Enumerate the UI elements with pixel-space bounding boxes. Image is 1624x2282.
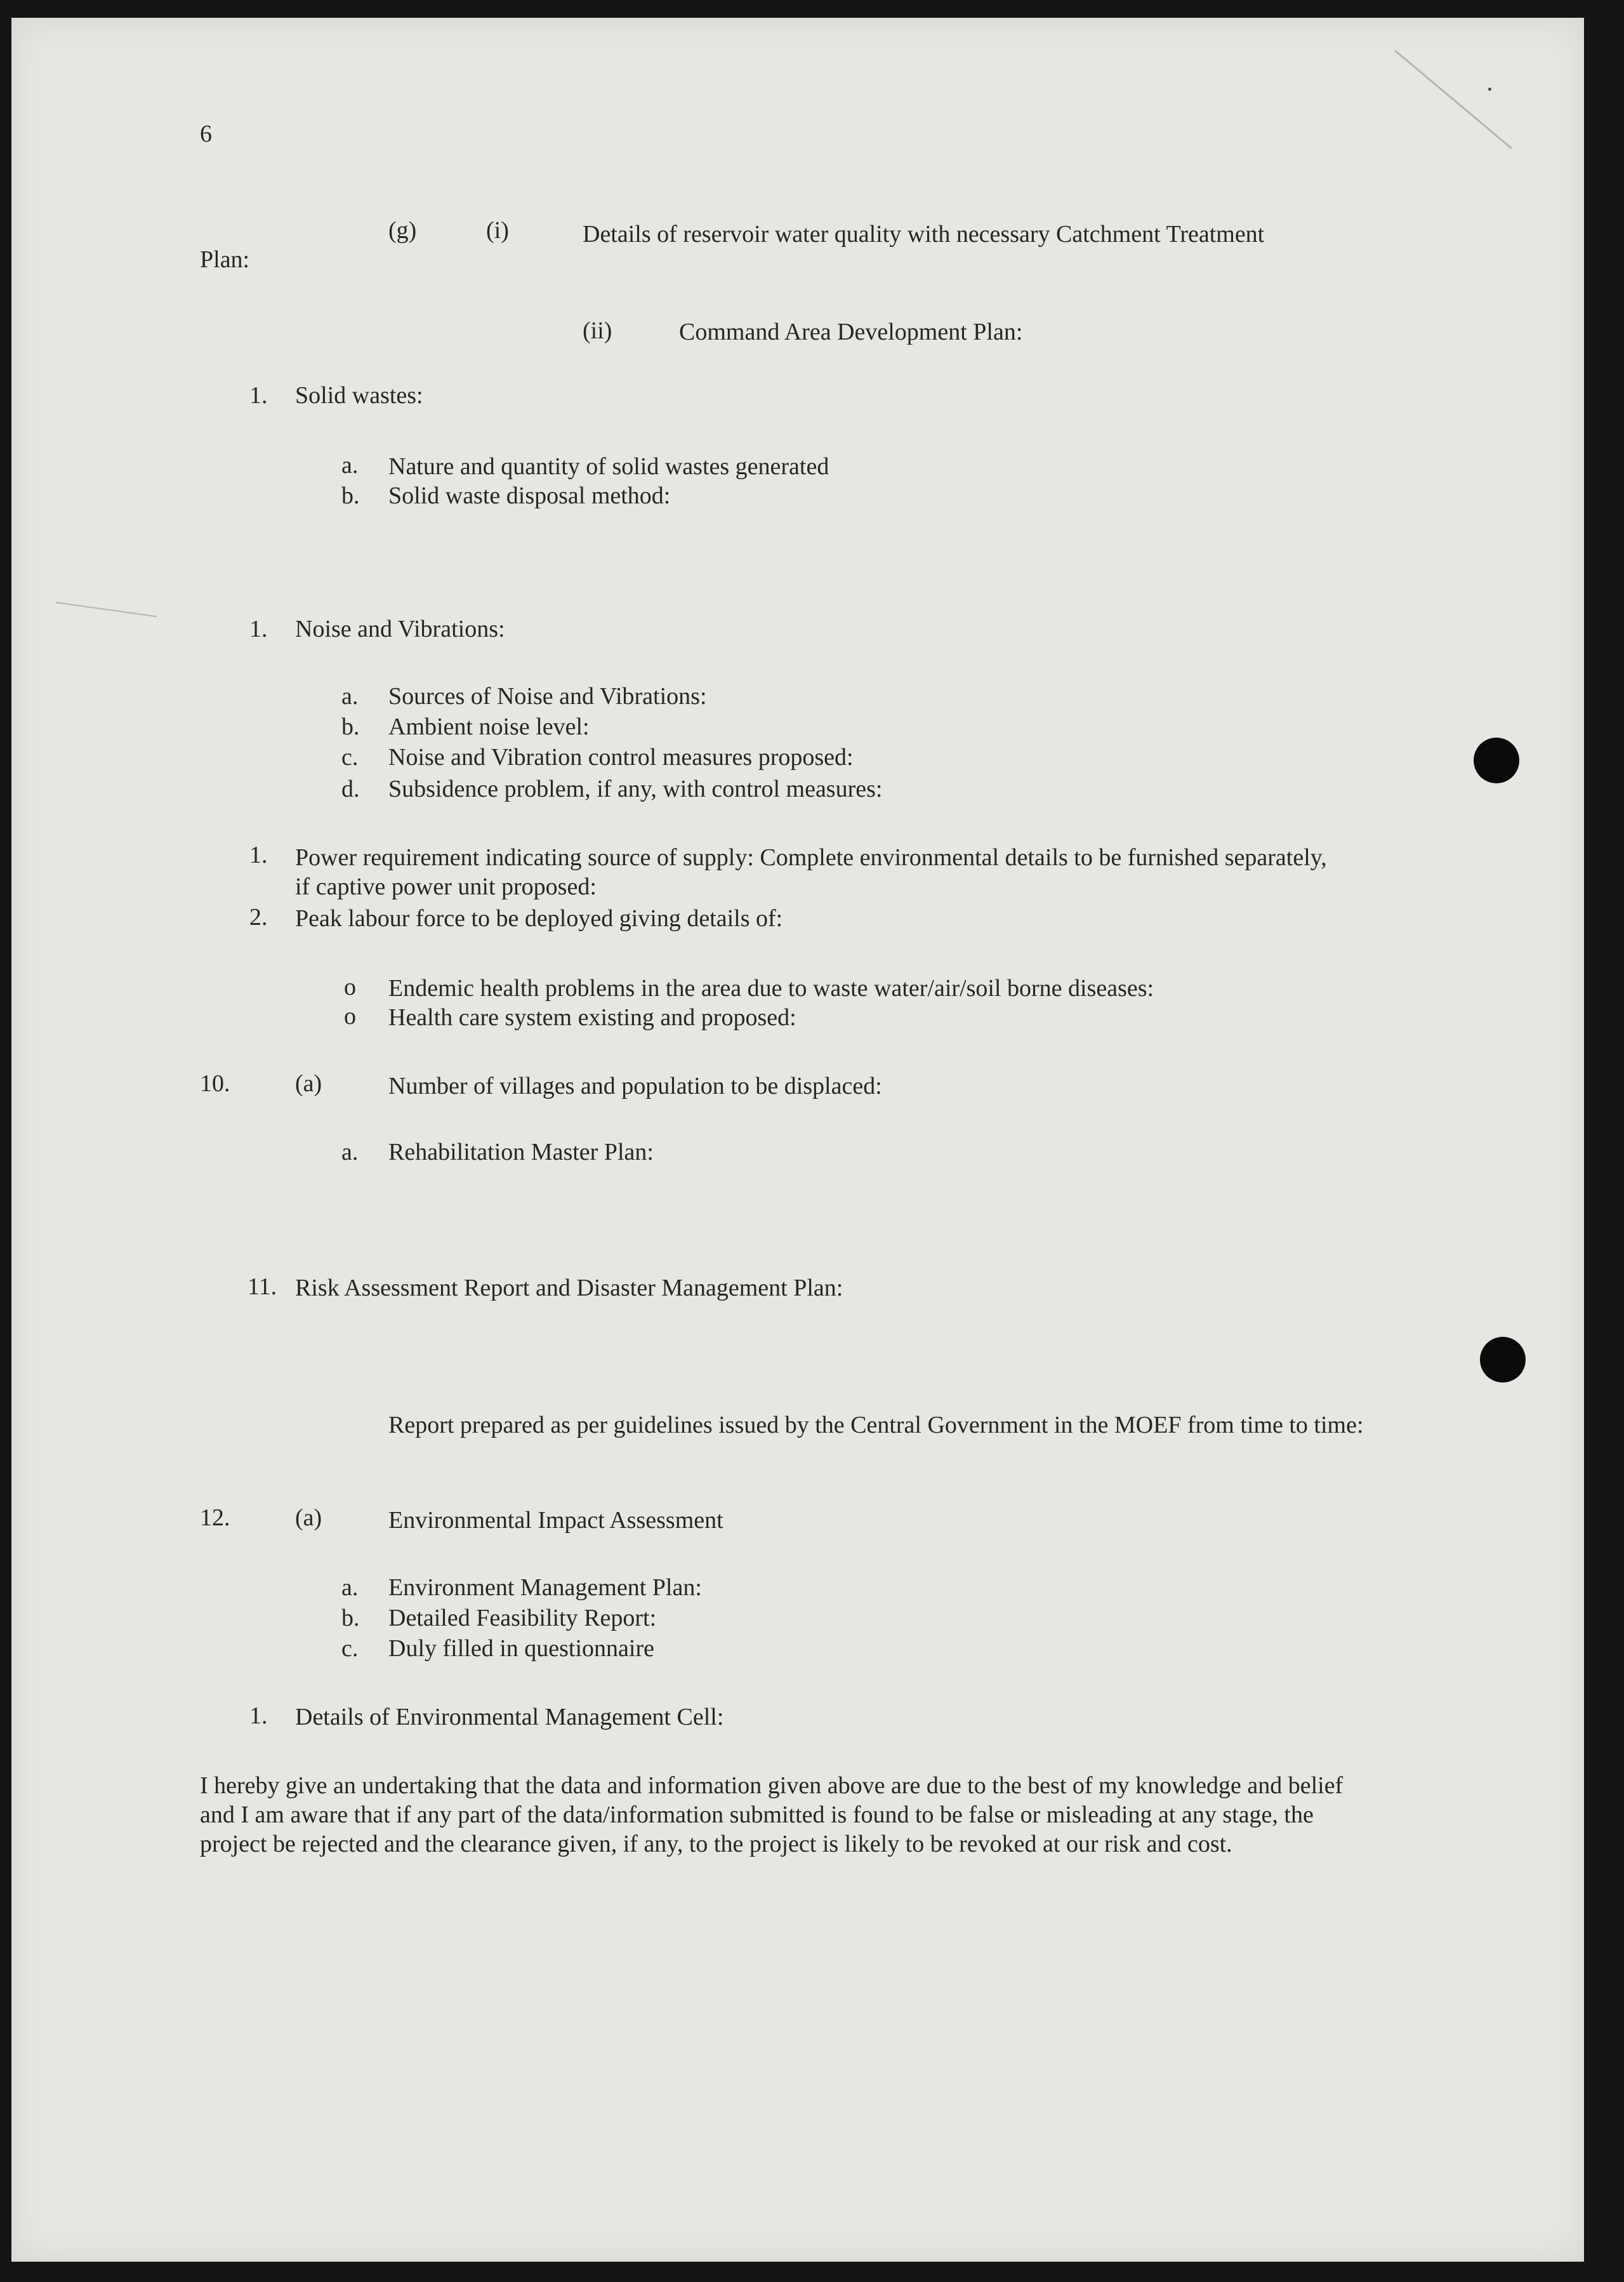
list-item: Subsidence problem, if any, with control measures: xyxy=(388,776,883,802)
section-title: Risk Assessment Report and Disaster Management Plan: xyxy=(295,1275,843,1301)
list-number: 1. xyxy=(249,842,268,868)
list-item: Environment Management Plan: xyxy=(388,1574,702,1601)
item-text: Environmental Impact Assessment xyxy=(388,1507,723,1534)
list-item: Detailed Feasibility Report: xyxy=(388,1605,657,1631)
list-marker: b. xyxy=(341,713,360,740)
list-item: Solid waste disposal method: xyxy=(388,482,671,509)
undertaking-paragraph: I hereby give an undertaking that the data and information given above are due to the best of my knowledge and belief and I am aware that if any part of the data/information submitted is found to be false or misleading at any stage, the project be rejected and the clearance given, if any, to the project is likely to be revoked at our risk and cost. xyxy=(200,1772,1343,1857)
list-item: Duly filled in questionnaire xyxy=(388,1635,654,1662)
punch-hole xyxy=(1474,738,1519,783)
item-letter: (a) xyxy=(295,1504,322,1531)
list-marker: b. xyxy=(341,1605,360,1631)
list-marker: a. xyxy=(341,1139,359,1165)
section-number: 10. xyxy=(200,1070,230,1097)
list-item: Noise and Vibration control measures proposed: xyxy=(388,744,854,771)
item-text: Details of reservoir water quality with necessary Catchment Treatment xyxy=(583,221,1265,248)
list-number: 1. xyxy=(249,616,268,642)
paper-crease xyxy=(1394,50,1512,149)
list-item: Health care system existing and proposed: xyxy=(388,1004,796,1031)
list-number: 1. xyxy=(249,1702,268,1729)
list-marker: o xyxy=(344,1003,356,1030)
list-item: Sources of Noise and Vibrations: xyxy=(388,683,707,710)
list-marker: a. xyxy=(341,1574,359,1601)
list-number: 1. xyxy=(249,382,268,409)
list-number: 11. xyxy=(248,1273,277,1300)
punch-hole xyxy=(1480,1337,1526,1383)
list-marker: a. xyxy=(341,683,359,710)
item-letter: (g) xyxy=(388,217,417,244)
list-marker: c. xyxy=(341,744,359,771)
list-item: Endemic health problems in the area due to waste water/air/soil borne diseases: xyxy=(388,975,1154,1002)
list-marker: d. xyxy=(341,776,360,802)
item-roman: (i) xyxy=(486,217,509,244)
item-continuation: Plan: xyxy=(200,246,250,273)
list-marker: c. xyxy=(341,1635,359,1662)
paper-speck xyxy=(1488,88,1491,91)
item-roman: (ii) xyxy=(583,317,612,344)
list-marker: b. xyxy=(341,482,360,509)
list-item: Peak labour force to be deployed giving details of: xyxy=(295,905,783,932)
list-item: Power requirement indicating source of supply: Complete environmental details to be furnished separately, if captive power unit proposed: xyxy=(295,844,1327,900)
item-text: Command Area Development Plan: xyxy=(679,319,1023,345)
note-text: Report prepared as per guidelines issued by the Central Government in the MOEF from time to time: xyxy=(388,1412,1364,1438)
list-item: Ambient noise level: xyxy=(388,713,590,740)
paper-crease xyxy=(56,602,157,617)
section-title: Noise and Vibrations: xyxy=(295,616,505,642)
list-item: Nature and quantity of solid wastes generated xyxy=(388,453,829,480)
document-page xyxy=(11,18,1584,2262)
page-number: 6 xyxy=(200,121,212,147)
list-number: 2. xyxy=(249,904,268,931)
list-marker: o xyxy=(344,974,356,1000)
section-number: 12. xyxy=(200,1504,230,1531)
item-letter: (a) xyxy=(295,1070,322,1097)
item-text: Number of villages and population to be displaced: xyxy=(388,1073,882,1099)
list-marker: a. xyxy=(341,452,359,479)
section-title: Solid wastes: xyxy=(295,382,423,409)
list-item: Rehabilitation Master Plan: xyxy=(388,1139,654,1165)
list-item: Details of Environmental Management Cell: xyxy=(295,1704,724,1730)
